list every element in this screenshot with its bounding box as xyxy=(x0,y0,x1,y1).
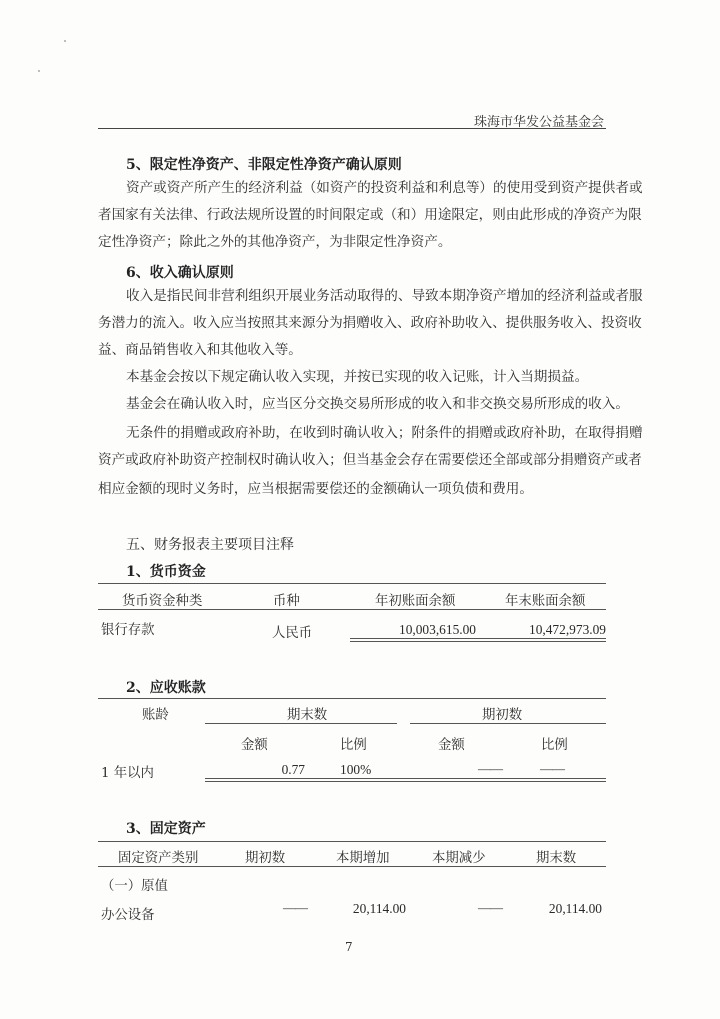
cash-table-top-rule xyxy=(98,583,606,584)
cash-row-closing: 10,472,973.09 xyxy=(529,622,606,637)
receivables-header-end: 期末数 xyxy=(287,708,328,723)
section6-heading: 6、收入确认原则 xyxy=(126,265,234,281)
receivables-sum-rule-1 xyxy=(205,778,606,779)
section5-line-3: 定性净资产；除此之外的其他净资产，为非限定性净资产。 xyxy=(98,234,452,250)
fixed-assets-category: （一）原值 xyxy=(101,879,168,894)
cash-table-sum-rule-2 xyxy=(350,641,606,642)
cash-row-opening: 10,003,615.00 xyxy=(399,622,476,637)
receivables-row-age: 1 年以内 xyxy=(101,766,154,781)
cash-header-currency: 币种 xyxy=(273,594,300,609)
section6-line-1: 收入是指民间非营利组织开展业务活动取得的、导致本期净资产增加的经济利益或者服 xyxy=(126,288,643,304)
cash-table-header-rule xyxy=(98,609,606,610)
fixed-assets-header-increase: 本期增加 xyxy=(336,851,390,866)
receivables-title: 2、应收账款 xyxy=(126,680,206,696)
fixed-assets-row-end: 20,114.00 xyxy=(548,901,602,916)
section6-line-4: 本基金会按以下规定确认收入实现，并按已实现的收入记账，计入当期损益。 xyxy=(126,369,589,385)
fixed-assets-header-begin: 期初数 xyxy=(245,851,286,866)
cash-row-currency: 人民币 xyxy=(272,626,313,641)
section6-line-8: 相应金额的现时义务时，应当根据需要偿还的金额确认一项负债和费用。 xyxy=(98,481,533,497)
section6-line-2: 务潜力的流入。收入应当按照其来源分为捐赠收入、政府补助收入、提供服务收入、投资收 xyxy=(98,315,642,331)
fixed-assets-table-top-rule xyxy=(98,841,606,842)
cash-header-closing: 年末账面余额 xyxy=(505,594,586,609)
receivables-header-age: 账龄 xyxy=(142,708,169,723)
section5-line-1: 资产或资产所产生的经济利益（如资产的投资利益和利息等）的使用受到资产提供者或 xyxy=(126,180,643,196)
fixed-assets-row-begin: —— xyxy=(283,900,307,915)
section5-heading: 5、限定性净资产、非限定性净资产确认原则 xyxy=(126,157,402,173)
cash-title: 1、货币资金 xyxy=(126,564,206,580)
section6-line-7: 资产或政府补助资产控制权时确认收入；但当基金会存在需要偿还全部或部分捐赠资产或者 xyxy=(98,452,642,468)
section6-line-6: 无条件的捐赠或政府补助，在收到时确认收入；附条件的捐赠或政府补助，在取得捐赠 xyxy=(126,425,643,441)
header-rule xyxy=(98,128,606,129)
receivables-sum-rule-2 xyxy=(205,781,606,782)
section5-line-2: 者国家有关法律、行政法规所设置的时间限定或（和）用途限定，则由此形成的净资产为限 xyxy=(98,207,642,223)
section6-line-5: 基金会在确认收入时，应当区分交换交易所形成的收入和非交换交易所形成的收入。 xyxy=(126,396,629,412)
cash-table-sum-rule-1 xyxy=(350,638,606,639)
fixed-assets-header-rule xyxy=(98,866,606,867)
header-org-name: 珠海市华发公益基金会 xyxy=(473,115,604,130)
receivables-table-top-rule xyxy=(98,698,606,699)
page-number: 7 xyxy=(345,940,353,954)
fixed-assets-header-decrease: 本期减少 xyxy=(432,851,486,866)
receivables-row-end-ratio: 100% xyxy=(340,762,372,777)
cash-row-type: 银行存款 xyxy=(101,623,155,638)
receivables-row-end-amount: 0.77 xyxy=(281,762,305,777)
chapter5-title: 五、财务报表主要项目注释 xyxy=(126,537,294,553)
receivables-row-begin-amount: —— xyxy=(478,761,502,776)
fixed-assets-row-increase: 20,114.00 xyxy=(352,901,406,916)
fixed-assets-row-decrease: —— xyxy=(478,900,502,915)
fixed-assets-row-name: 办公设备 xyxy=(101,908,155,923)
receivables-header-begin: 期初数 xyxy=(482,708,523,723)
cash-header-opening: 年初账面余额 xyxy=(375,594,456,609)
fixed-assets-header-end: 期末数 xyxy=(536,851,577,866)
receivables-sub-begin-amount: 金额 xyxy=(438,738,465,753)
receivables-end-group-rule xyxy=(205,723,397,724)
fixed-assets-header-category: 固定资产类别 xyxy=(118,851,199,866)
receivables-begin-group-rule xyxy=(410,723,606,724)
fixed-assets-title: 3、固定资产 xyxy=(126,821,206,837)
scan-speck xyxy=(64,40,66,42)
receivables-sub-begin-ratio: 比例 xyxy=(541,738,568,753)
section6-line-3: 益、商品销售收入和其他收入等。 xyxy=(98,342,302,358)
scan-speck xyxy=(38,70,40,72)
receivables-row-begin-ratio: —— xyxy=(540,761,564,776)
cash-header-type: 货币资金种类 xyxy=(122,594,203,609)
receivables-sub-end-amount: 金额 xyxy=(241,738,268,753)
receivables-sub-end-ratio: 比例 xyxy=(340,738,367,753)
